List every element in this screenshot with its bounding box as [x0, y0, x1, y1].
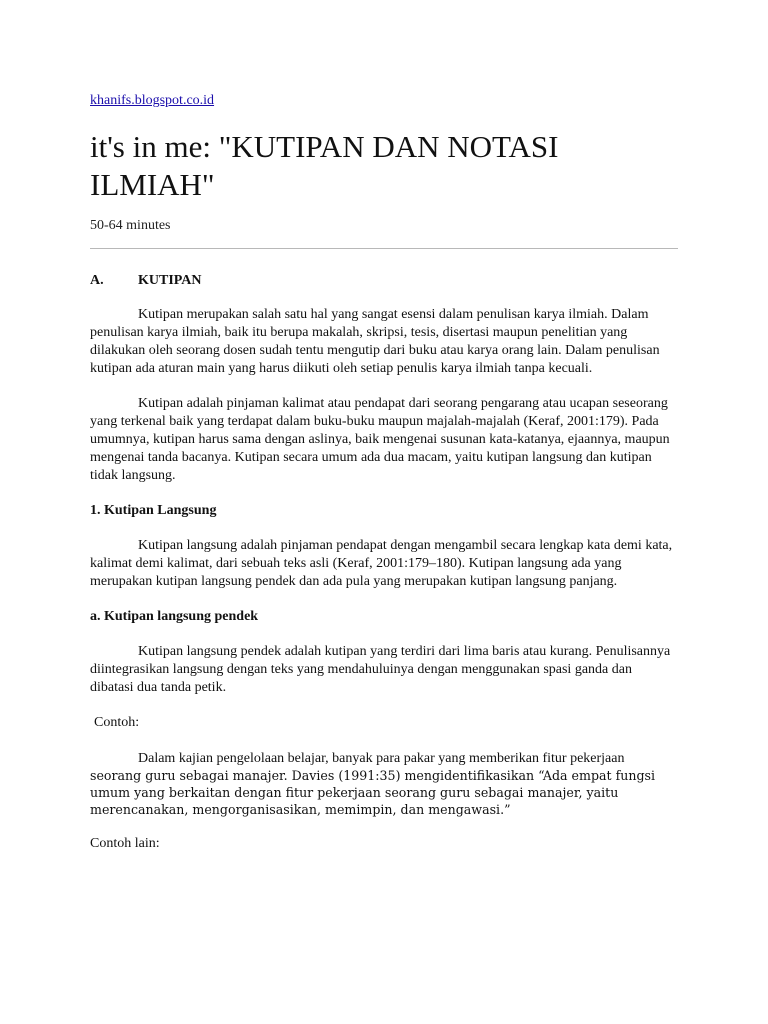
divider [90, 248, 678, 249]
source-link[interactable]: khanifs.blogspot.co.id [90, 93, 215, 108]
example-label: Contoh: [94, 715, 140, 730]
example-quote-lead: Dalam kajian pengelolaan belajar, banyak para pakar yang memberikan fitur pekerjaan [138, 751, 625, 766]
section-number: A. [90, 273, 104, 288]
read-time: 50-64 minutes [90, 218, 171, 233]
example-quote [90, 749, 678, 818]
subheading-kutipan-langsung: 1. Kutipan Langsung [90, 503, 217, 518]
section-title: KUTIPAN [138, 273, 202, 288]
paragraph: Kutipan langsung adalah pinjaman pendapat dengan mengambil secara lengkap kata demi kata, kalimat demi kalimat, dari sebuah teks asli (Keraf, 2001:179‒180). Kutipan langsung ada yang merupakan kutipan langsung pendek dan ada pula yang merupakan kutipan langsung panjang. [90, 538, 673, 589]
subheading-kutipan-langsung-pendek: a. Kutipan langsung pendek [90, 609, 259, 624]
other-example-label: Contoh lain: [90, 836, 160, 851]
article-body [90, 272, 678, 870]
paragraph: Kutipan langsung pendek adalah kutipan yang terdiri dari lima baris atau kurang. Penulisannya diintegrasikan langsung dengan teks yang mendahuluinya dengan menggunakan spasi ganda dan dibatasi dua tanda petik. [90, 644, 671, 695]
page-title: it's in me: "KUTIPAN DAN NOTASI ILMIAH" [90, 129, 559, 202]
section-heading-kutipan [90, 272, 678, 290]
paragraph: Kutipan merupakan salah satu hal yang sangat esensi dalam penulisan karya ilmiah. Dalam penulisan karya ilmiah, baik itu berupa makalah, skripsi, tesis, disertasi maupun penelitian yang dilakukan oleh seorang dosen sudah tentu mengutip dari buku atau karya orang lain. Dalam penulisan kutipan ada aturan main yang harus diikuti oleh setiap penulis karya ilmiah tanpa kecuali. [90, 307, 660, 376]
paragraph: Kutipan adalah pinjaman kalimat atau pendapat dari seorang pengarang atau ucapan seseorang yang terkenal baik yang terdapat dalam buku-buku maupun majalah-majalah (Keraf, 2001:179). Pada umumnya, kutipan harus sama dengan aslinya, baik mengenai susunan kata-katanya, ejaannya, maupun mengenai tanda bacanya. Kutipan secara umum ada dua macam, yaitu kutipan langsung dan kutipan tidak langsung. [90, 396, 670, 483]
example-quote-rest: seorang guru sebagai manajer. Davies (1991:35) mengidentifikasikan “Ada empat fungsi umum yang berkaitan dengan fitur pekerjaan seorang guru sebagai manajer, yaitu merencanakan, mengorganisasikan, memimpin, dan mengawasi.” [90, 768, 656, 817]
